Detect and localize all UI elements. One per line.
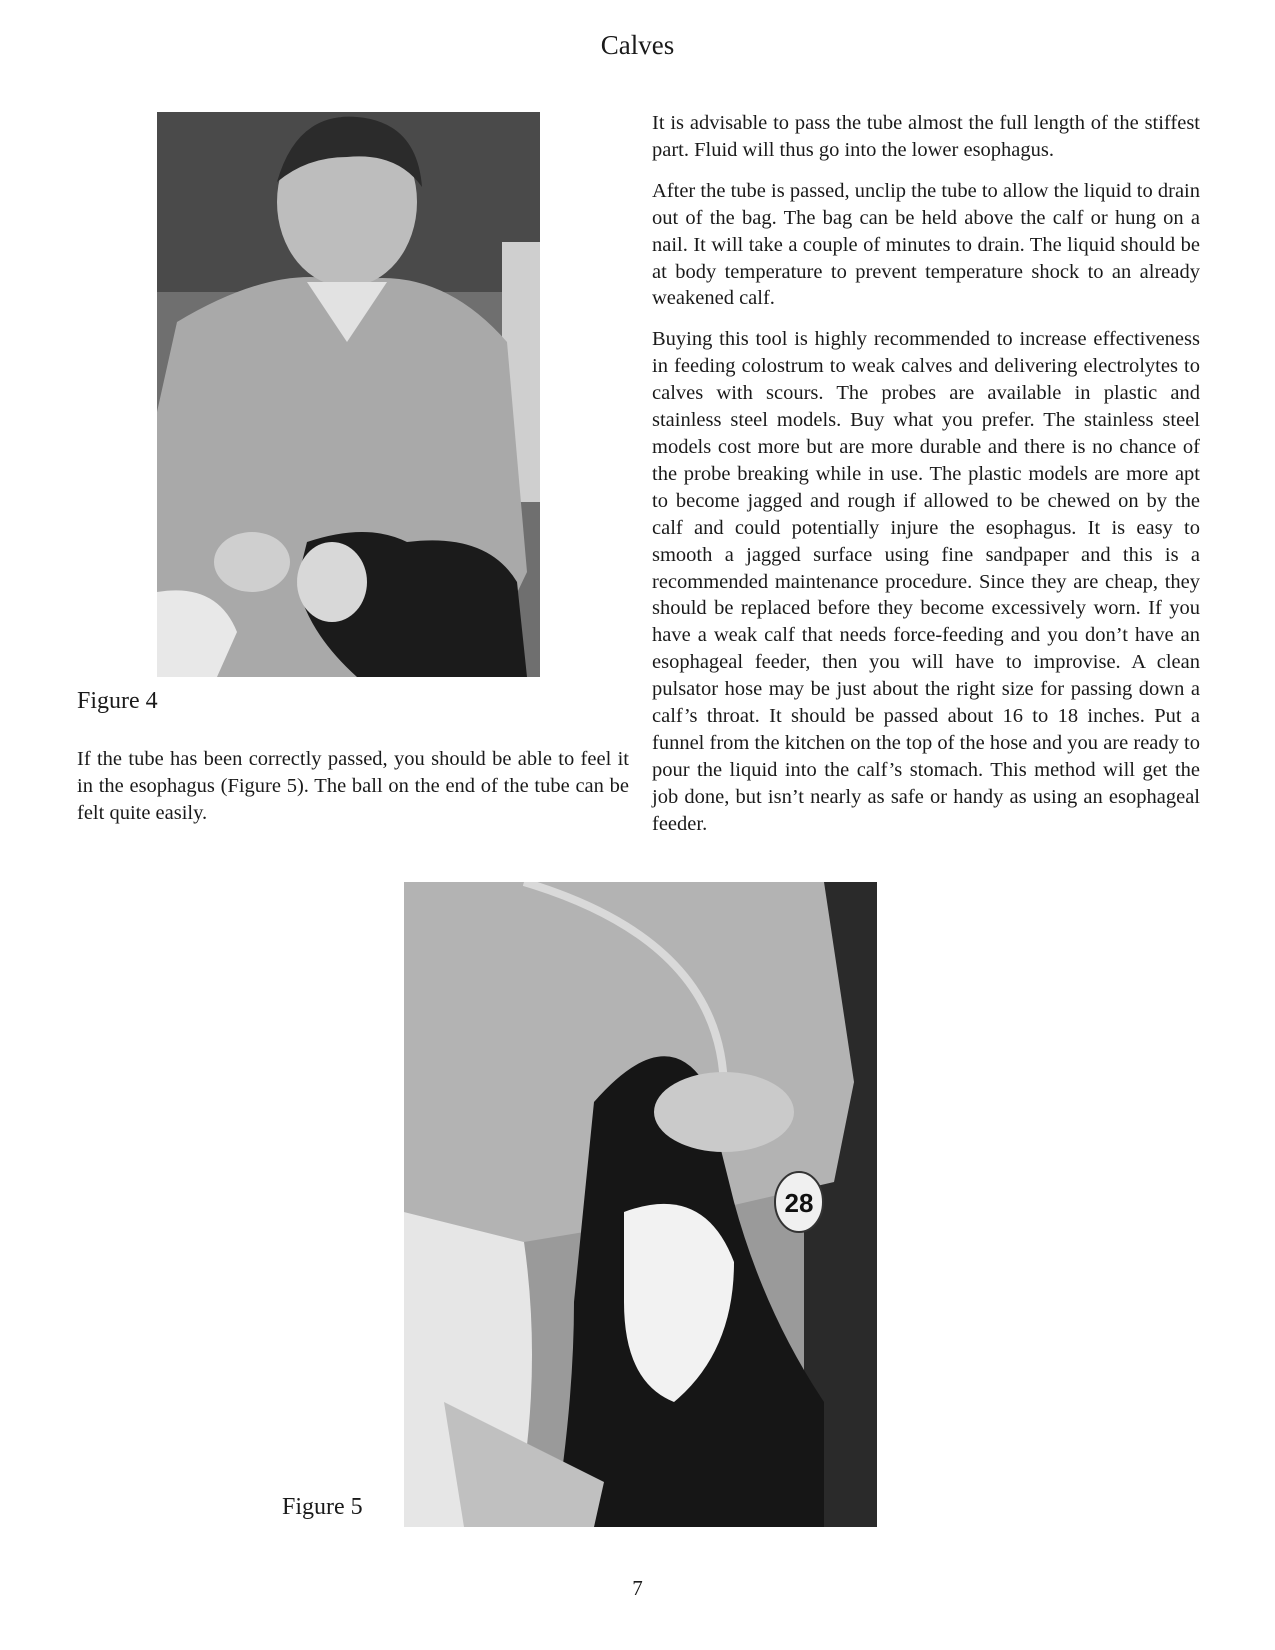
ear-tag-number: 28	[784, 1188, 814, 1218]
left-column-text	[77, 746, 629, 841]
paragraph: Buying this tool is highly recommended to increase effectiveness in feeding colostrum to weak calves and delivering electrolytes to calves with scours. The probes are available in plastic and stainless steel models. Buy what you prefer. The stainless steel models cost more but are more durable and there is no chance of the probe breaking while in use. The plastic models are more apt to become jagged and rough if allowed to be chewed on by the calf and could potentially injure the esophagus. It is easy to smooth a jagged surface using fine sandpaper and this is a recommended maintenance procedure. Since they are cheap, they should be replaced before they become excessively worn. If you have a weak calf that needs force-feeding and you don’t have an esophageal feeder, then you will have to improvise. A clean pulsator hose may be just about the right size for passing down a calf’s throat. It should be passed about 16 to 18 inches. Put a funnel from the kitchen on the top of the hose and you are ready to pour the liquid into the calf’s stomach. This method will get the job done, but isn’t nearly as safe or handy as using an esophageal feeder.	[652, 328, 1200, 835]
right-column-text	[652, 110, 1200, 852]
page-number: 7	[632, 1576, 643, 1600]
page-header-title: Calves	[600, 30, 675, 60]
paragraph: After the tube is passed, unclip the tube to allow the liquid to drain out of the bag. The bag can be held above the calf or hung on a nail. It will take a couple of minutes to drain. The liquid should be at body temperature to prevent temperature shock to an already weakened calf.	[652, 179, 1200, 310]
figure-5-caption: Figure 5	[282, 1494, 363, 1520]
figure-4-caption: Figure 4	[77, 688, 158, 714]
figure-4-photo	[157, 112, 540, 677]
figure-5-photo	[404, 882, 877, 1527]
paragraph: It is advisable to pass the tube almost the full length of the stiffest part. Fluid will thus go into the lower esophagus.	[652, 112, 1200, 161]
paragraph: If the tube has been correctly passed, you should be able to feel it in the esophagus (Figure 5). The ball on the end of the tube can be felt quite easily.	[77, 748, 629, 824]
